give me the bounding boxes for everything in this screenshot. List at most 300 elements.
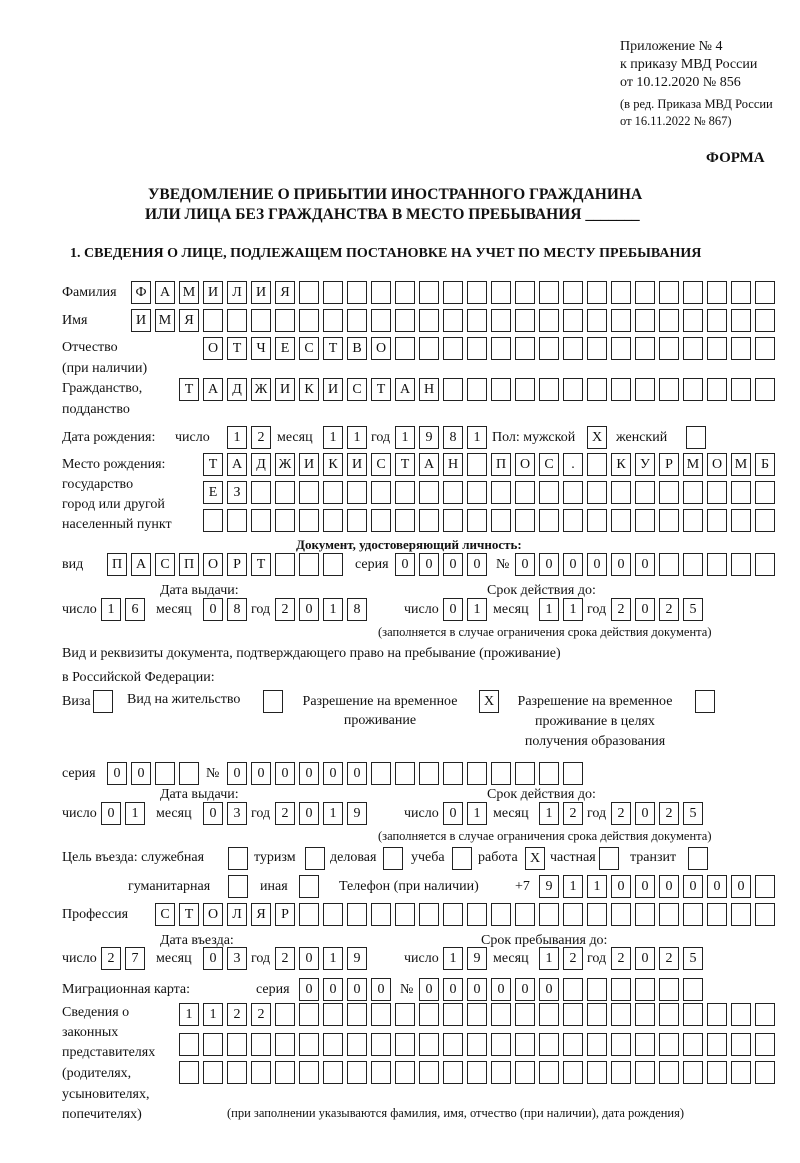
reps-1-cell[interactable]: [395, 1003, 415, 1026]
stay-number-cell[interactable]: 0: [347, 762, 367, 785]
surname-cell[interactable]: [611, 281, 631, 304]
reps-2-cell[interactable]: [587, 1033, 607, 1056]
id-valid-day-cell[interactable]: 1: [467, 598, 487, 621]
name-cell[interactable]: [347, 309, 367, 332]
stay-valid-year-cell[interactable]: 2: [611, 802, 631, 825]
id-issue-year-cell[interactable]: 8: [347, 598, 367, 621]
name-cell[interactable]: [659, 309, 679, 332]
id-valid-year-cell[interactable]: 2: [611, 598, 631, 621]
reps-1-cell[interactable]: [755, 1003, 775, 1026]
citizenship-cell[interactable]: [611, 378, 631, 401]
name-cell[interactable]: И: [131, 309, 151, 332]
birth-place-3-cell[interactable]: [395, 509, 415, 532]
surname-cell[interactable]: [563, 281, 583, 304]
birth-place-2-cell[interactable]: [275, 481, 295, 504]
surname-cell[interactable]: [299, 281, 319, 304]
birth-place-2-cell[interactable]: [467, 481, 487, 504]
surname-cell[interactable]: [491, 281, 511, 304]
profession-cell[interactable]: [515, 903, 535, 926]
birth-place-2-cell[interactable]: [491, 481, 511, 504]
stay-valid-year-cell[interactable]: 5: [683, 802, 703, 825]
citizenship-cell[interactable]: Ж: [251, 378, 271, 401]
id-number-cell[interactable]: 0: [587, 553, 607, 576]
birth-place-2-cell[interactable]: [587, 481, 607, 504]
id-number-cell[interactable]: [659, 553, 679, 576]
purpose-transit-checkbox[interactable]: [688, 847, 708, 870]
id-issue-month-cell[interactable]: 8: [227, 598, 247, 621]
id-series-cell[interactable]: 0: [395, 553, 415, 576]
surname-cell[interactable]: А: [155, 281, 175, 304]
mc-number-cell[interactable]: [659, 978, 679, 1001]
mc-number-cell[interactable]: 0: [515, 978, 535, 1001]
stay-until-day-cell[interactable]: 9: [467, 947, 487, 970]
name-cell[interactable]: [683, 309, 703, 332]
stay-number-cell[interactable]: [419, 762, 439, 785]
reps-2-cell[interactable]: [467, 1033, 487, 1056]
sex-female-checkbox[interactable]: [686, 426, 706, 449]
birth-place-1-cell[interactable]: П: [491, 453, 511, 476]
purpose-private-checkbox[interactable]: [599, 847, 619, 870]
id-issue-month-cell[interactable]: 0: [203, 598, 223, 621]
birth-day-cell[interactable]: 2: [251, 426, 271, 449]
name-cell[interactable]: [611, 309, 631, 332]
phone-cell[interactable]: 0: [707, 875, 727, 898]
profession-cell[interactable]: [587, 903, 607, 926]
stay-valid-month-cell[interactable]: 1: [539, 802, 559, 825]
purpose-humanitarian-checkbox[interactable]: [228, 875, 248, 898]
birth-place-2-cell[interactable]: [443, 481, 463, 504]
name-cell[interactable]: [755, 309, 775, 332]
stay-series-cell[interactable]: [155, 762, 175, 785]
edu-residence-checkbox[interactable]: [695, 690, 715, 713]
birth-place-1-cell[interactable]: А: [227, 453, 247, 476]
name-cell[interactable]: [587, 309, 607, 332]
patronymic-cell[interactable]: [491, 337, 511, 360]
reps-2-cell[interactable]: [251, 1033, 271, 1056]
birth-place-1-cell[interactable]: Т: [395, 453, 415, 476]
birth-place-2-cell[interactable]: [755, 481, 775, 504]
birth-place-3-cell[interactable]: [563, 509, 583, 532]
phone-cell[interactable]: 0: [611, 875, 631, 898]
birth-place-3-cell[interactable]: [683, 509, 703, 532]
reps-2-cell[interactable]: [179, 1033, 199, 1056]
entry-month-cell[interactable]: 3: [227, 947, 247, 970]
stay-number-cell[interactable]: [515, 762, 535, 785]
reps-3-cell[interactable]: [491, 1061, 511, 1084]
birth-place-3-cell[interactable]: [227, 509, 247, 532]
patronymic-cell[interactable]: [707, 337, 727, 360]
stay-until-day-cell[interactable]: 1: [443, 947, 463, 970]
stay-number-cell[interactable]: 0: [275, 762, 295, 785]
patronymic-cell[interactable]: [395, 337, 415, 360]
birth-place-1-cell[interactable]: М: [731, 453, 751, 476]
birth-place-2-cell[interactable]: [563, 481, 583, 504]
id-issue-year-cell[interactable]: 2: [275, 598, 295, 621]
patronymic-cell[interactable]: [587, 337, 607, 360]
birth-place-3-cell[interactable]: [707, 509, 727, 532]
birth-place-1-cell[interactable]: Д: [251, 453, 271, 476]
citizenship-cell[interactable]: [491, 378, 511, 401]
entry-year-cell[interactable]: 0: [299, 947, 319, 970]
surname-cell[interactable]: [707, 281, 727, 304]
patronymic-cell[interactable]: [515, 337, 535, 360]
surname-cell[interactable]: И: [203, 281, 223, 304]
reps-2-cell[interactable]: [611, 1033, 631, 1056]
mc-series-cell[interactable]: 0: [323, 978, 343, 1001]
reps-3-cell[interactable]: [611, 1061, 631, 1084]
reps-3-cell[interactable]: [467, 1061, 487, 1084]
phone-cell[interactable]: 1: [563, 875, 583, 898]
birth-place-3-cell[interactable]: [323, 509, 343, 532]
mc-number-cell[interactable]: 0: [491, 978, 511, 1001]
birth-place-2-cell[interactable]: [395, 481, 415, 504]
birth-place-3-cell[interactable]: [515, 509, 535, 532]
profession-cell[interactable]: [467, 903, 487, 926]
birth-place-3-cell[interactable]: [635, 509, 655, 532]
reps-1-cell[interactable]: [515, 1003, 535, 1026]
citizenship-cell[interactable]: [683, 378, 703, 401]
birth-place-1-cell[interactable]: [467, 453, 487, 476]
stay-number-cell[interactable]: [395, 762, 415, 785]
reps-3-cell[interactable]: [443, 1061, 463, 1084]
birth-place-1-cell[interactable]: Ж: [275, 453, 295, 476]
birth-place-2-cell[interactable]: [323, 481, 343, 504]
temp-residence-checkbox[interactable]: X: [479, 690, 499, 713]
id-number-cell[interactable]: [731, 553, 751, 576]
patronymic-cell[interactable]: Т: [227, 337, 247, 360]
reps-3-cell[interactable]: [731, 1061, 751, 1084]
phone-cell[interactable]: 0: [635, 875, 655, 898]
profession-cell[interactable]: [707, 903, 727, 926]
name-cell[interactable]: [251, 309, 271, 332]
id-kind-cell[interactable]: Т: [251, 553, 271, 576]
citizenship-cell[interactable]: [707, 378, 727, 401]
name-cell[interactable]: Я: [179, 309, 199, 332]
stay-number-cell[interactable]: [467, 762, 487, 785]
id-kind-cell[interactable]: [299, 553, 319, 576]
phone-cell[interactable]: [755, 875, 775, 898]
reps-1-cell[interactable]: [731, 1003, 751, 1026]
id-kind-cell[interactable]: С: [155, 553, 175, 576]
citizenship-cell[interactable]: [515, 378, 535, 401]
purpose-business-checkbox[interactable]: [383, 847, 403, 870]
stay-number-cell[interactable]: 0: [227, 762, 247, 785]
birth-place-2-cell[interactable]: [515, 481, 535, 504]
mc-number-cell[interactable]: 0: [443, 978, 463, 1001]
purpose-tourism-checkbox[interactable]: [305, 847, 325, 870]
stay-until-year-cell[interactable]: 0: [635, 947, 655, 970]
profession-cell[interactable]: [419, 903, 439, 926]
patronymic-cell[interactable]: [683, 337, 703, 360]
citizenship-cell[interactable]: С: [347, 378, 367, 401]
name-cell[interactable]: [275, 309, 295, 332]
reps-1-cell[interactable]: [491, 1003, 511, 1026]
id-valid-year-cell[interactable]: 0: [635, 598, 655, 621]
reps-3-cell[interactable]: [371, 1061, 391, 1084]
surname-cell[interactable]: Я: [275, 281, 295, 304]
citizenship-cell[interactable]: [659, 378, 679, 401]
profession-cell[interactable]: [371, 903, 391, 926]
profession-cell[interactable]: [299, 903, 319, 926]
purpose-other-checkbox[interactable]: [299, 875, 319, 898]
surname-cell[interactable]: [659, 281, 679, 304]
birth-place-3-cell[interactable]: [755, 509, 775, 532]
reps-1-cell[interactable]: [443, 1003, 463, 1026]
reps-3-cell[interactable]: [563, 1061, 583, 1084]
patronymic-cell[interactable]: В: [347, 337, 367, 360]
birth-place-1-cell[interactable]: Р: [659, 453, 679, 476]
stay-valid-month-cell[interactable]: 2: [563, 802, 583, 825]
profession-cell[interactable]: Р: [275, 903, 295, 926]
citizenship-cell[interactable]: К: [299, 378, 319, 401]
reps-3-cell[interactable]: [203, 1061, 223, 1084]
birth-year-cell[interactable]: 8: [443, 426, 463, 449]
birth-place-2-cell[interactable]: [683, 481, 703, 504]
reps-1-cell[interactable]: 1: [203, 1003, 223, 1026]
reps-3-cell[interactable]: [419, 1061, 439, 1084]
reps-3-cell[interactable]: [275, 1061, 295, 1084]
mc-number-cell[interactable]: 0: [539, 978, 559, 1001]
surname-cell[interactable]: [347, 281, 367, 304]
reps-3-cell[interactable]: [179, 1061, 199, 1084]
name-cell[interactable]: [539, 309, 559, 332]
surname-cell[interactable]: [635, 281, 655, 304]
reps-3-cell[interactable]: [659, 1061, 679, 1084]
birth-place-1-cell[interactable]: Н: [443, 453, 463, 476]
name-cell[interactable]: [443, 309, 463, 332]
reps-1-cell[interactable]: [467, 1003, 487, 1026]
profession-cell[interactable]: [611, 903, 631, 926]
birth-place-2-cell[interactable]: Е: [203, 481, 223, 504]
birth-place-2-cell[interactable]: [731, 481, 751, 504]
surname-cell[interactable]: И: [251, 281, 271, 304]
id-kind-cell[interactable]: [323, 553, 343, 576]
surname-cell[interactable]: [755, 281, 775, 304]
reps-1-cell[interactable]: 2: [251, 1003, 271, 1026]
birth-place-1-cell[interactable]: Т: [203, 453, 223, 476]
reps-3-cell[interactable]: [347, 1061, 367, 1084]
profession-cell[interactable]: [731, 903, 751, 926]
birth-year-cell[interactable]: 9: [419, 426, 439, 449]
citizenship-cell[interactable]: [587, 378, 607, 401]
id-kind-cell[interactable]: О: [203, 553, 223, 576]
reps-3-cell[interactable]: [635, 1061, 655, 1084]
phone-cell[interactable]: 9: [539, 875, 559, 898]
id-number-cell[interactable]: [755, 553, 775, 576]
phone-cell[interactable]: 1: [587, 875, 607, 898]
birth-place-3-cell[interactable]: [587, 509, 607, 532]
mc-number-cell[interactable]: 0: [419, 978, 439, 1001]
birth-month-cell[interactable]: 1: [323, 426, 343, 449]
birth-place-2-cell[interactable]: [347, 481, 367, 504]
birth-place-3-cell[interactable]: [347, 509, 367, 532]
surname-cell[interactable]: [467, 281, 487, 304]
birth-place-1-cell[interactable]: К: [611, 453, 631, 476]
phone-cell[interactable]: 0: [659, 875, 679, 898]
mc-number-cell[interactable]: [635, 978, 655, 1001]
birth-place-1-cell[interactable]: С: [371, 453, 391, 476]
surname-cell[interactable]: [683, 281, 703, 304]
surname-cell[interactable]: [515, 281, 535, 304]
birth-place-2-cell[interactable]: [371, 481, 391, 504]
id-number-cell[interactable]: 0: [563, 553, 583, 576]
stay-valid-year-cell[interactable]: 2: [659, 802, 679, 825]
reps-2-cell[interactable]: [635, 1033, 655, 1056]
purpose-service-checkbox[interactable]: [228, 847, 248, 870]
reps-1-cell[interactable]: [371, 1003, 391, 1026]
birth-place-1-cell[interactable]: И: [299, 453, 319, 476]
id-issue-year-cell[interactable]: 1: [323, 598, 343, 621]
stay-number-cell[interactable]: 0: [323, 762, 343, 785]
name-cell[interactable]: [467, 309, 487, 332]
stay-series-cell[interactable]: 0: [131, 762, 151, 785]
patronymic-cell[interactable]: [755, 337, 775, 360]
patronymic-cell[interactable]: О: [371, 337, 391, 360]
reps-1-cell[interactable]: [275, 1003, 295, 1026]
birth-place-3-cell[interactable]: [731, 509, 751, 532]
reps-2-cell[interactable]: [227, 1033, 247, 1056]
name-cell[interactable]: [731, 309, 751, 332]
birth-place-3-cell[interactable]: [611, 509, 631, 532]
reps-3-cell[interactable]: [395, 1061, 415, 1084]
id-valid-day-cell[interactable]: 0: [443, 598, 463, 621]
stay-number-cell[interactable]: [443, 762, 463, 785]
patronymic-cell[interactable]: [443, 337, 463, 360]
name-cell[interactable]: [299, 309, 319, 332]
birth-place-2-cell[interactable]: [707, 481, 727, 504]
reps-2-cell[interactable]: [731, 1033, 751, 1056]
patronymic-cell[interactable]: [563, 337, 583, 360]
mc-series-cell[interactable]: 0: [347, 978, 367, 1001]
citizenship-cell[interactable]: И: [275, 378, 295, 401]
birth-day-cell[interactable]: 1: [227, 426, 247, 449]
stay-number-cell[interactable]: [491, 762, 511, 785]
patronymic-cell[interactable]: Е: [275, 337, 295, 360]
phone-cell[interactable]: 0: [731, 875, 751, 898]
reps-2-cell[interactable]: [755, 1033, 775, 1056]
citizenship-cell[interactable]: [563, 378, 583, 401]
profession-cell[interactable]: [395, 903, 415, 926]
profession-cell[interactable]: С: [155, 903, 175, 926]
birth-place-1-cell[interactable]: И: [347, 453, 367, 476]
surname-cell[interactable]: [419, 281, 439, 304]
birth-place-2-cell[interactable]: З: [227, 481, 247, 504]
id-valid-year-cell[interactable]: 2: [659, 598, 679, 621]
id-kind-cell[interactable]: Р: [227, 553, 247, 576]
reps-2-cell[interactable]: [347, 1033, 367, 1056]
profession-cell[interactable]: [347, 903, 367, 926]
profession-cell[interactable]: [635, 903, 655, 926]
citizenship-cell[interactable]: [443, 378, 463, 401]
stay-issue-month-cell[interactable]: 0: [203, 802, 223, 825]
patronymic-cell[interactable]: [611, 337, 631, 360]
stay-issue-year-cell[interactable]: 1: [323, 802, 343, 825]
birth-place-3-cell[interactable]: [659, 509, 679, 532]
birth-place-2-cell[interactable]: [635, 481, 655, 504]
id-kind-cell[interactable]: П: [107, 553, 127, 576]
citizenship-cell[interactable]: А: [395, 378, 415, 401]
entry-year-cell[interactable]: 1: [323, 947, 343, 970]
entry-year-cell[interactable]: 2: [275, 947, 295, 970]
id-number-cell[interactable]: [683, 553, 703, 576]
profession-cell[interactable]: Я: [251, 903, 271, 926]
reps-2-cell[interactable]: [443, 1033, 463, 1056]
birth-place-1-cell[interactable]: С: [539, 453, 559, 476]
name-cell[interactable]: М: [155, 309, 175, 332]
reps-2-cell[interactable]: [515, 1033, 535, 1056]
birth-place-1-cell[interactable]: У: [635, 453, 655, 476]
profession-cell[interactable]: О: [203, 903, 223, 926]
citizenship-cell[interactable]: Т: [179, 378, 199, 401]
stay-issue-day-cell[interactable]: 1: [125, 802, 145, 825]
patronymic-cell[interactable]: [419, 337, 439, 360]
id-number-cell[interactable]: [707, 553, 727, 576]
profession-cell[interactable]: [539, 903, 559, 926]
citizenship-cell[interactable]: Т: [371, 378, 391, 401]
stay-until-year-cell[interactable]: 2: [611, 947, 631, 970]
reps-1-cell[interactable]: 2: [227, 1003, 247, 1026]
surname-cell[interactable]: Л: [227, 281, 247, 304]
birth-place-3-cell[interactable]: [203, 509, 223, 532]
reps-2-cell[interactable]: [563, 1033, 583, 1056]
id-series-cell[interactable]: 0: [467, 553, 487, 576]
id-number-cell[interactable]: 0: [635, 553, 655, 576]
stay-valid-day-cell[interactable]: 1: [467, 802, 487, 825]
name-cell[interactable]: [635, 309, 655, 332]
patronymic-cell[interactable]: [539, 337, 559, 360]
stay-number-cell[interactable]: 0: [299, 762, 319, 785]
id-kind-cell[interactable]: [275, 553, 295, 576]
id-series-cell[interactable]: 0: [419, 553, 439, 576]
birth-year-cell[interactable]: 1: [395, 426, 415, 449]
id-number-cell[interactable]: 0: [611, 553, 631, 576]
surname-cell[interactable]: [539, 281, 559, 304]
profession-cell[interactable]: Т: [179, 903, 199, 926]
stay-issue-month-cell[interactable]: 3: [227, 802, 247, 825]
reps-3-cell[interactable]: [227, 1061, 247, 1084]
name-cell[interactable]: [227, 309, 247, 332]
profession-cell[interactable]: [443, 903, 463, 926]
birth-place-1-cell[interactable]: А: [419, 453, 439, 476]
surname-cell[interactable]: Ф: [131, 281, 151, 304]
profession-cell[interactable]: [659, 903, 679, 926]
surname-cell[interactable]: [323, 281, 343, 304]
patronymic-cell[interactable]: [731, 337, 751, 360]
stay-until-month-cell[interactable]: 1: [539, 947, 559, 970]
stay-valid-day-cell[interactable]: 0: [443, 802, 463, 825]
id-valid-month-cell[interactable]: 1: [563, 598, 583, 621]
birth-place-2-cell[interactable]: [299, 481, 319, 504]
birth-place-1-cell[interactable]: М: [683, 453, 703, 476]
reps-1-cell[interactable]: [323, 1003, 343, 1026]
birth-place-1-cell[interactable]: К: [323, 453, 343, 476]
patronymic-cell[interactable]: [659, 337, 679, 360]
reps-1-cell[interactable]: [683, 1003, 703, 1026]
stay-until-year-cell[interactable]: 2: [659, 947, 679, 970]
citizenship-cell[interactable]: [755, 378, 775, 401]
id-number-cell[interactable]: 0: [539, 553, 559, 576]
birth-place-1-cell[interactable]: [587, 453, 607, 476]
id-valid-year-cell[interactable]: 5: [683, 598, 703, 621]
id-kind-cell[interactable]: А: [131, 553, 151, 576]
surname-cell[interactable]: [395, 281, 415, 304]
stay-issue-year-cell[interactable]: 2: [275, 802, 295, 825]
reps-3-cell[interactable]: [539, 1061, 559, 1084]
reps-1-cell[interactable]: [563, 1003, 583, 1026]
sex-male-checkbox[interactable]: X: [587, 426, 607, 449]
patronymic-cell[interactable]: О: [203, 337, 223, 360]
stay-issue-day-cell[interactable]: 0: [101, 802, 121, 825]
